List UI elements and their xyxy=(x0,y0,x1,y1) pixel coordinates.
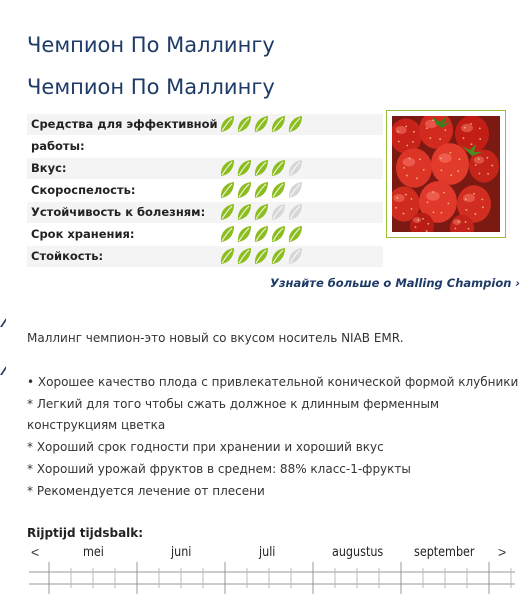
rating-row xyxy=(27,179,383,201)
leaf-filled-icon xyxy=(270,115,286,133)
leaf-empty-icon xyxy=(287,247,303,265)
leaf-filled-icon xyxy=(270,159,286,177)
rating-leaves xyxy=(219,225,303,244)
leaf-filled-icon xyxy=(236,159,252,177)
rating-label: Вкус: xyxy=(31,161,67,175)
leaf-filled-icon xyxy=(253,247,269,265)
rating-label: Срок хранения: xyxy=(31,227,135,241)
leaf-filled-icon xyxy=(287,225,303,243)
leaf-filled-icon xyxy=(236,247,252,265)
rating-row xyxy=(27,245,383,267)
leaf-filled-icon xyxy=(270,225,286,243)
leaf-empty-icon xyxy=(287,159,303,177)
side-marker-icon xyxy=(0,366,6,375)
timeline-grid xyxy=(27,542,515,597)
rating-label: Средства для эффективной xyxy=(31,117,218,131)
learn-more-link[interactable]: Узнайте больше о Malling Champion › xyxy=(270,276,521,290)
description-line: • Хорошее качество плода с привлекательной конической формой клубники xyxy=(27,375,519,389)
rating-label: работы: xyxy=(31,139,85,153)
timeline-title: Rijptijd tijdsbalk: xyxy=(27,526,144,540)
leaf-filled-icon xyxy=(236,115,252,133)
leaf-empty-icon xyxy=(270,203,286,221)
rating-label: Устойчивость к болезням: xyxy=(31,205,206,219)
leaf-filled-icon xyxy=(219,247,235,265)
leaf-filled-icon xyxy=(253,181,269,199)
leaf-filled-icon xyxy=(236,203,252,221)
page-title: Чемпион По Маллингу xyxy=(27,33,275,57)
rating-leaves xyxy=(219,181,303,200)
rating-label: Стойкость: xyxy=(31,249,104,263)
page-subtitle: Чемпион По Маллингу xyxy=(27,75,275,99)
description-intro: Маллинг чемпион-это новый со вкусом носитель NIAB EMR. xyxy=(27,331,404,345)
rating-row xyxy=(27,223,383,245)
rating-row xyxy=(27,201,383,223)
description-line: конструкциям цветка xyxy=(27,418,166,432)
leaf-filled-icon xyxy=(253,115,269,133)
rating-row xyxy=(27,113,383,135)
leaf-filled-icon xyxy=(253,159,269,177)
rating-leaves xyxy=(219,203,303,222)
timeline-month: juni xyxy=(171,545,192,560)
leaf-filled-icon xyxy=(270,247,286,265)
timeline-month: mei xyxy=(83,545,104,560)
ratings-table xyxy=(27,113,383,267)
timeline-prev-button[interactable]: < xyxy=(31,544,40,560)
rating-row xyxy=(27,157,383,179)
leaf-empty-icon xyxy=(287,181,303,199)
description-line: * Хороший урожай фруктов в среднем: 88% класс-1-фрукты xyxy=(27,462,411,476)
description-line: * Хороший срок годности при хранении и хороший вкус xyxy=(27,440,384,454)
rating-leaves xyxy=(219,115,303,134)
leaf-filled-icon xyxy=(236,181,252,199)
leaf-filled-icon xyxy=(219,225,235,243)
leaf-filled-icon xyxy=(219,181,235,199)
leaf-filled-icon xyxy=(219,115,235,133)
rating-label: Скороспелость: xyxy=(31,183,136,197)
leaf-filled-icon xyxy=(253,203,269,221)
description-line: * Легкий для того чтобы сжать должное к длинным ферменным xyxy=(27,397,440,411)
description-line: * Рекомендуется лечение от плесени xyxy=(27,484,265,498)
rating-row xyxy=(27,135,383,157)
strawberries-photo-icon xyxy=(392,116,500,232)
leaf-filled-icon xyxy=(287,115,303,133)
product-image xyxy=(386,110,506,238)
leaf-filled-icon xyxy=(236,225,252,243)
rating-leaves xyxy=(219,159,303,178)
leaf-empty-icon xyxy=(287,203,303,221)
timeline-month: juli xyxy=(259,545,276,560)
leaf-filled-icon xyxy=(219,203,235,221)
timeline-next-button[interactable]: > xyxy=(498,544,507,560)
leaf-filled-icon xyxy=(253,225,269,243)
timeline-month: september xyxy=(414,545,475,560)
ripening-timeline xyxy=(27,542,515,597)
leaf-filled-icon xyxy=(219,159,235,177)
leaf-filled-icon xyxy=(270,181,286,199)
rating-leaves xyxy=(219,247,303,266)
timeline-month: augustus xyxy=(332,545,384,560)
side-marker-icon xyxy=(0,318,6,327)
